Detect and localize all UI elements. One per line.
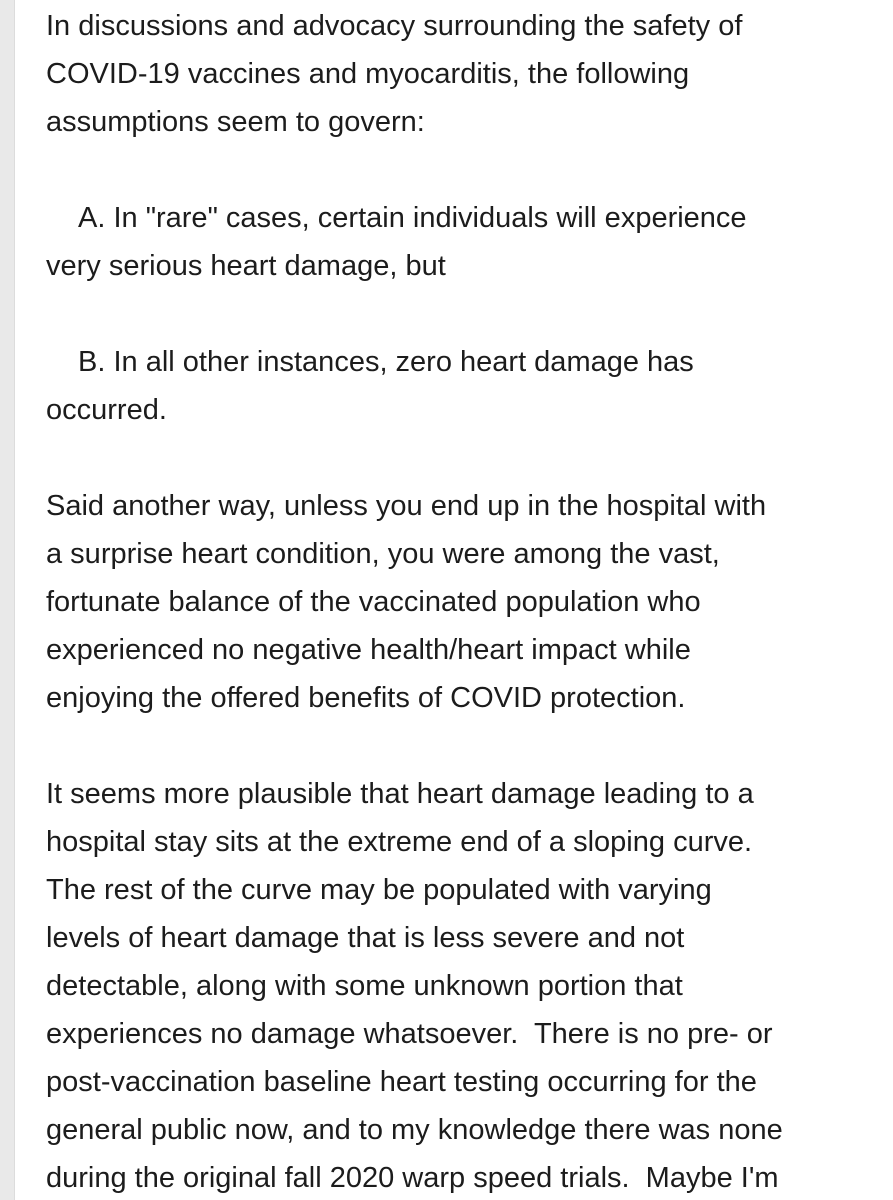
intro-paragraph — [46, 2, 876, 146]
text-line: COVID-19 vaccines and myocarditis, the following — [46, 58, 690, 90]
paragraph-gap — [46, 434, 876, 482]
text-line: It seems more plausible that heart damage leading to a — [46, 778, 754, 810]
text-line: occurred. — [46, 394, 167, 426]
text-line: very serious heart damage, but — [46, 250, 446, 282]
text-line: enjoying the offered benefits of COVID protection. — [46, 682, 686, 714]
paragraph-gap — [46, 146, 876, 194]
assumption-b-paragraph — [46, 338, 876, 434]
text-line: general public now, and to my knowledge there was none — [46, 1114, 783, 1146]
assumption-a-paragraph — [46, 194, 876, 290]
text-line: hospital stay sits at the extreme end of a sloping curve. — [46, 826, 753, 858]
document-body — [46, 0, 876, 1200]
text-line: Said another way, unless you end up in the hospital with — [46, 490, 767, 522]
said-another-way-paragraph — [46, 482, 876, 722]
text-line: fortunate balance of the vaccinated population who — [46, 586, 701, 618]
text-line: B. In all other instances, zero heart damage has — [78, 346, 694, 378]
text-line: In discussions and advocacy surrounding the safety of — [46, 10, 743, 42]
text-line: A. In "rare" cases, certain individuals will experience — [78, 202, 747, 234]
text-line: a surprise heart condition, you were among the vast, — [46, 538, 720, 570]
plausible-paragraph — [46, 770, 876, 1200]
text-line: detectable, along with some unknown portion that — [46, 970, 683, 1002]
paragraph-gap — [46, 290, 876, 338]
paragraph-gap — [46, 722, 876, 770]
text-line: The rest of the curve may be populated with varying — [46, 874, 712, 906]
left-margin-strip — [0, 0, 15, 1200]
text-line: levels of heart damage that is less severe and not — [46, 922, 685, 954]
text-line: experienced no negative health/heart impact while — [46, 634, 691, 666]
text-line: post-vaccination baseline heart testing occurring for the — [46, 1066, 757, 1098]
text-line: experiences no damage whatsoever. There is no pre- or — [46, 1018, 773, 1050]
text-line: assumptions seem to govern: — [46, 106, 425, 138]
text-line: during the original fall 2020 warp speed trials. Maybe I'm — [46, 1162, 779, 1194]
